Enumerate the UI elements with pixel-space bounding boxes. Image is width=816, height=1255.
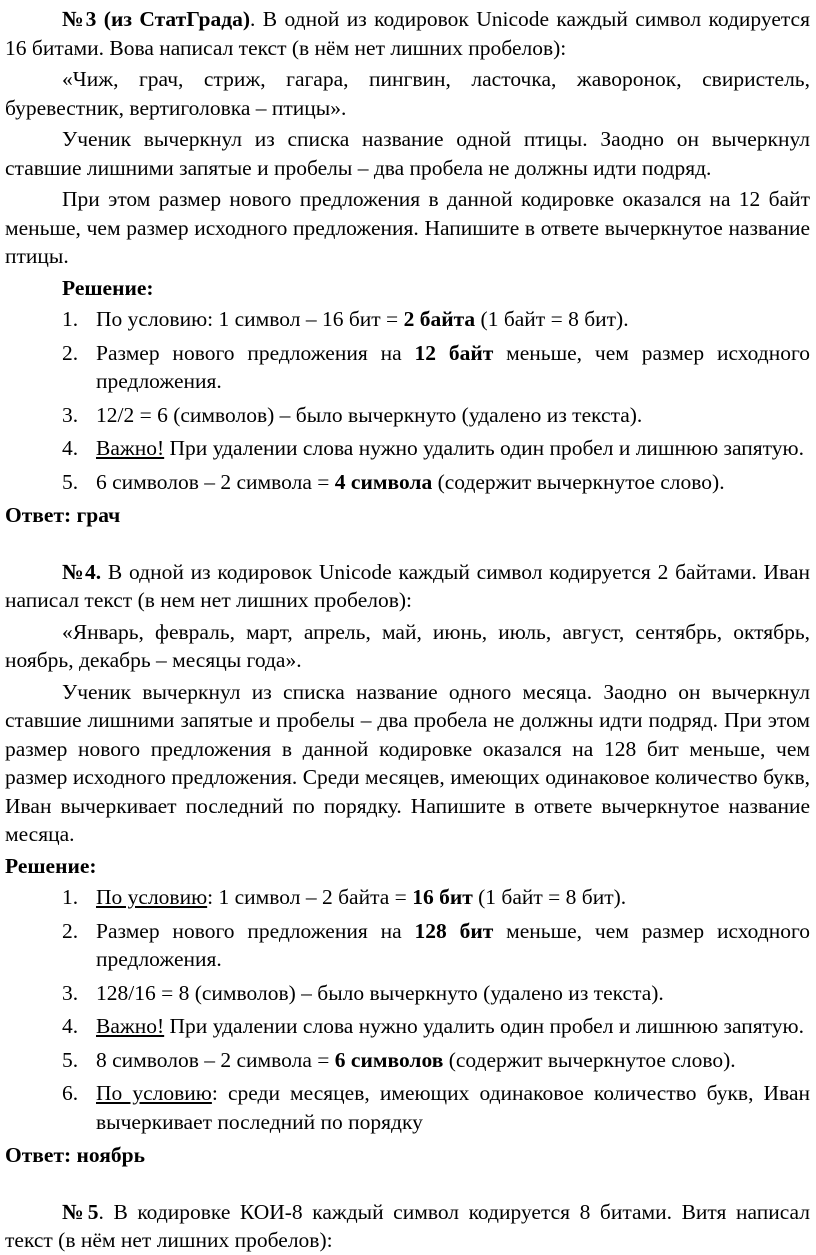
step-underlined-text: По условию (96, 885, 208, 909)
task-3-title: №3 (из СтатГрада) (62, 7, 251, 31)
step-underlined-text: Важно! (96, 1014, 165, 1038)
step-text: При удалении слова нужно удалить один пробел и лишнюю запятую. (164, 1014, 804, 1038)
task-3 (5, 5, 810, 530)
task-5 (5, 1198, 810, 1255)
step-bold-text: 4 символа (334, 469, 433, 494)
section-spacer (5, 1170, 810, 1198)
step-number: 3. (62, 402, 79, 427)
step-text: (1 байт = 8 бит). (472, 885, 627, 909)
task-3-step-5 (62, 468, 810, 497)
task-4-statement (5, 558, 810, 615)
task-4-answer: Ответ: ноябрь (5, 1143, 145, 1167)
task-4-step-1 (62, 883, 810, 912)
task-3-intro: . В одной из кодировок Unicode каждый символ кодируется 16 битами. Вова написал текст (в нём нет лишних пробелов): (5, 7, 810, 60)
step-text: 12/2 = 6 (символов) – было вычеркнуто (удалено из текста). (96, 402, 643, 427)
step-text: По условию: 1 символ – 16 бит = (96, 307, 404, 331)
task-4-quote: «Январь, февраль, март, апрель, май, июнь, июль, август, сентябрь, октябрь, ноябрь, декабрь – месяцы года». (5, 619, 810, 672)
step-number: 6. (62, 1081, 79, 1105)
task-5-title: №5 (62, 1199, 99, 1224)
step-text: При удалении слова нужно удалить один пробел и лишнюю запятую. (164, 436, 804, 460)
step-text: (содержит вычеркнутое слово). (432, 469, 725, 494)
step-text: Размер нового предложения на (96, 918, 415, 943)
step-text: 8 символов – 2 символа = (96, 1047, 335, 1072)
task-4-step-2 (62, 917, 810, 974)
task-3-step-1 (62, 305, 810, 334)
step-bold-text: 16 бит (412, 885, 473, 909)
step-text: 6 символов – 2 символа = (96, 469, 335, 494)
step-number: 1. (62, 307, 79, 331)
step-text: (1 байт = 8 бит). (475, 307, 629, 331)
step-number: 4. (62, 1014, 79, 1038)
step-text: (содержит вычеркнутое слово). (443, 1047, 736, 1072)
step-bold-text: 2 байта (403, 307, 476, 331)
task-4-step-5 (62, 1046, 810, 1075)
step-number: 4. (62, 436, 79, 460)
step-number: 5. (62, 1047, 79, 1072)
step-text: 128/16 = 8 (символов) – было вычеркнуто (удалено из текста). (96, 980, 664, 1005)
task-4-step-4 (62, 1012, 810, 1041)
task-4-paragraph-2: Ученик вычеркнул из списка название одного месяца. Заодно он вычеркнул ставшие лишними запятые и пробелы – два пробела не должны идти подряд. При этом размер нового предложения в данной кодировке оказался на 128 бит меньше, чем размер исходного предложения. Среди месяцев, имеющих одинаковое количество букв, Иван вычеркивает последний по порядку. Напишите в ответе вычеркнутое название месяца. (5, 679, 810, 846)
task-4-intro: В одной из кодировок Unicode каждый символ кодируется 2 байтами. Иван написал текст (в нем нет лишних пробелов): (5, 559, 810, 612)
step-text: Размер нового предложения на (96, 340, 415, 365)
step-underlined-text: По условию (96, 1081, 212, 1105)
task-3-paragraph-3: При этом размер нового предложения в данной кодировке оказался на 12 байт меньше, чем размер исходного предложения. Напишите в ответе вычеркнутое название птицы. (5, 187, 810, 268)
task-4-step-3 (62, 979, 810, 1008)
step-text: : 1 символ – 2 байта = (207, 885, 413, 909)
step-text: меньше, чем размер исходного предложения. (96, 340, 810, 393)
step-number: 2. (62, 918, 79, 943)
task-3-step-2 (62, 339, 810, 396)
task-3-answer: Ответ: грач (5, 503, 121, 527)
task-4-solution-steps (62, 883, 810, 1136)
task-3-statement (5, 5, 810, 62)
task-3-quote: «Чиж, грач, стриж, гагара, пингвин, ласточка, жаворонок, свиристель, буревестник, вертиголовка – птицы». (5, 67, 810, 120)
section-spacer (5, 530, 810, 558)
task-3-paragraph-2: Ученик вычеркнул из списка название одной птицы. Заодно он вычеркнул ставшие лишними запятые и пробелы – два пробела не должны идти подряд. (5, 127, 810, 180)
task-5-statement (5, 1198, 810, 1255)
task-4-title: №4. (62, 559, 102, 584)
step-text: меньше, чем размер исходного предложения. (96, 918, 810, 971)
step-bold-text: 128 бит (414, 918, 494, 943)
task-4-step-6 (62, 1079, 810, 1136)
step-number: 1. (62, 885, 79, 909)
step-underlined-text: Важно! (96, 436, 165, 460)
task-5-intro: . В кодировке КОИ-8 каждый символ кодируется 8 битами. Витя написал текст (в нём нет лишних пробелов): (5, 1199, 811, 1252)
step-number: 5. (62, 469, 79, 494)
task-4-solution-heading: Решение: (5, 853, 97, 878)
task-3-step-3 (62, 401, 810, 430)
task-3-solution-steps (62, 305, 810, 496)
step-text: : среди месяцев, имеющих одинаковое количество букв, Иван вычеркивает последний по порядку (96, 1081, 810, 1134)
step-number: 2. (62, 340, 79, 365)
step-bold-text: 12 байт (414, 340, 494, 365)
step-bold-text: 6 символов (334, 1047, 444, 1072)
task-4 (5, 558, 810, 1170)
task-3-step-4 (62, 434, 810, 463)
step-number: 3. (62, 980, 79, 1005)
task-3-solution-heading: Решение: (62, 275, 154, 300)
